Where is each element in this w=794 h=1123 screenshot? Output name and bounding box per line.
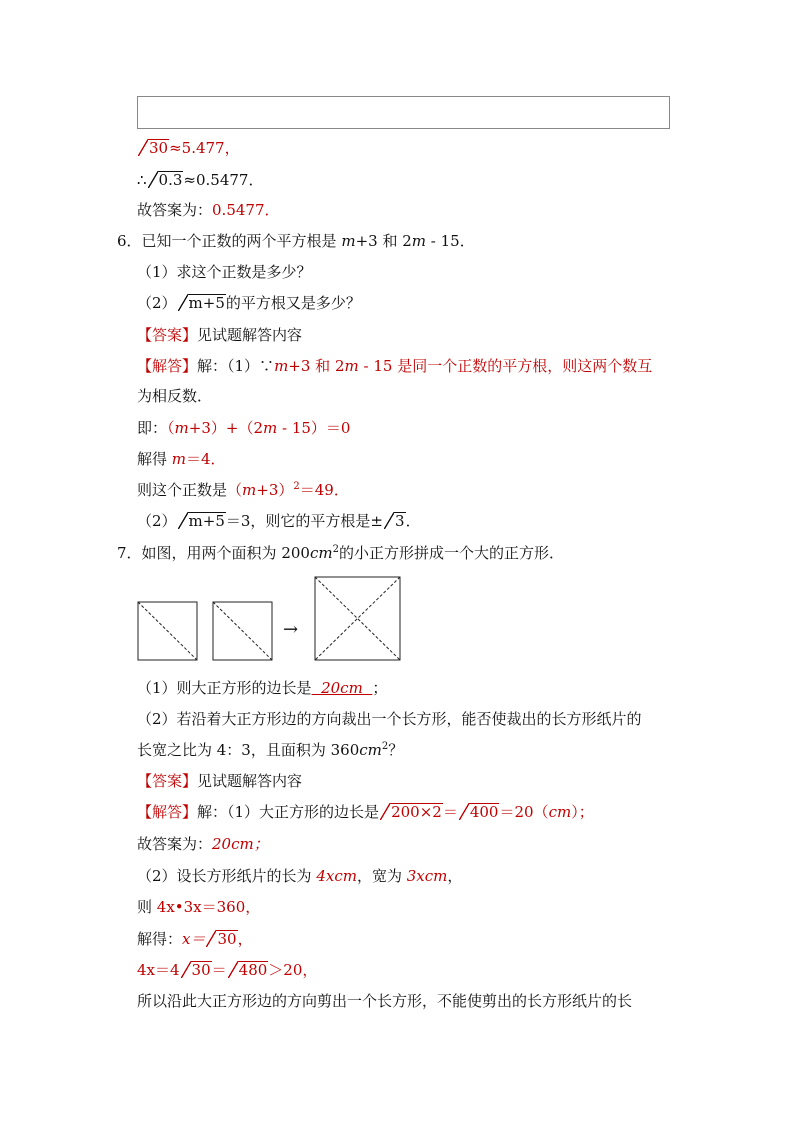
q7-last-line: 所以沿此大正方形边的方向剪出一个长方形，不能使剪出的长方形纸片的长 xyxy=(137,992,633,1010)
line-sqrt30: 30≈5.477， xyxy=(137,138,240,158)
q7-sub1: （1）则大正方形的边长是 20cm ； xyxy=(137,679,388,697)
q6-solution-1: 【解答】解：（1）∵m+3 和 2m - 15 是同一个正数的平方根，则这两个数互 xyxy=(137,357,653,375)
diagonal-1 xyxy=(138,602,197,660)
radical: m+5 xyxy=(178,293,226,313)
q6-sub1: （1）求这个正数是多少？ xyxy=(137,263,312,281)
q6-solution-2: 为相反数． xyxy=(137,387,213,405)
question-6-title: 6．已知一个正数的两个平方根是 m+3 和 2m - 15． xyxy=(117,232,475,250)
radical: 30 xyxy=(206,929,237,949)
question-7-title: 7．如图，用两个面积为 $200cm^2$的小正方形拼成一个大的正方形． xyxy=(117,544,564,562)
q7-e2: 解得：x＝ 30， xyxy=(137,930,253,948)
q7-e3: 4x＝4 30＝ 480＞20， xyxy=(137,961,318,979)
q7-s2: （2）设长方形纸片的长为 4xcm，宽为 3xcm， xyxy=(137,867,463,885)
radical: 30 xyxy=(181,960,212,980)
q7-solution-1: 【解答】解：（1）大正方形的边长是 200×2＝ 400＝20（cm）； xyxy=(137,803,594,821)
q6-sub2: （2） m+5的平方根又是多少？ xyxy=(137,294,361,312)
radical: 400 xyxy=(459,802,500,822)
q6-eq4: （2） m+5＝3，则它的平方根是± 3． xyxy=(137,512,421,530)
q6-answer: 【答案】见试题解答内容 xyxy=(137,326,303,344)
radical: 200×2 xyxy=(380,802,443,822)
q6-eq1: 即：（m+3）+（2m - 15）＝0 xyxy=(137,419,351,437)
q7-sub2-1: （2）若沿着大正方形边的方向裁出一个长方形，能否使裁出的长方形纸片的 xyxy=(137,710,642,728)
radical: 30 xyxy=(138,138,169,158)
q7-e1: 则 4x•3x＝360， xyxy=(137,898,261,916)
q7-sub2-2: 长宽之比为 4：3，且面积为 $360cm^2$？ xyxy=(137,741,404,759)
radical: 0.3 xyxy=(148,170,184,190)
radical: 480 xyxy=(228,960,269,980)
q7-answer: 【答案】见试题解答内容 xyxy=(137,772,303,790)
q7-final-answer: 故答案为：20cm； xyxy=(137,835,269,853)
radical: 3 xyxy=(384,511,406,531)
radical: m+5 xyxy=(178,511,226,531)
arrow-icon: → xyxy=(283,619,299,640)
answer-line: 故答案为：0.5477． xyxy=(137,201,280,219)
line-sqrt03: ∴ 0.3≈0.5477． xyxy=(137,171,264,189)
diagonal-2 xyxy=(213,602,272,660)
q6-eq2: 解得 m＝4． xyxy=(137,450,226,468)
q6-eq3: 则这个正数是$(m+3)^2=49$． xyxy=(137,481,349,499)
